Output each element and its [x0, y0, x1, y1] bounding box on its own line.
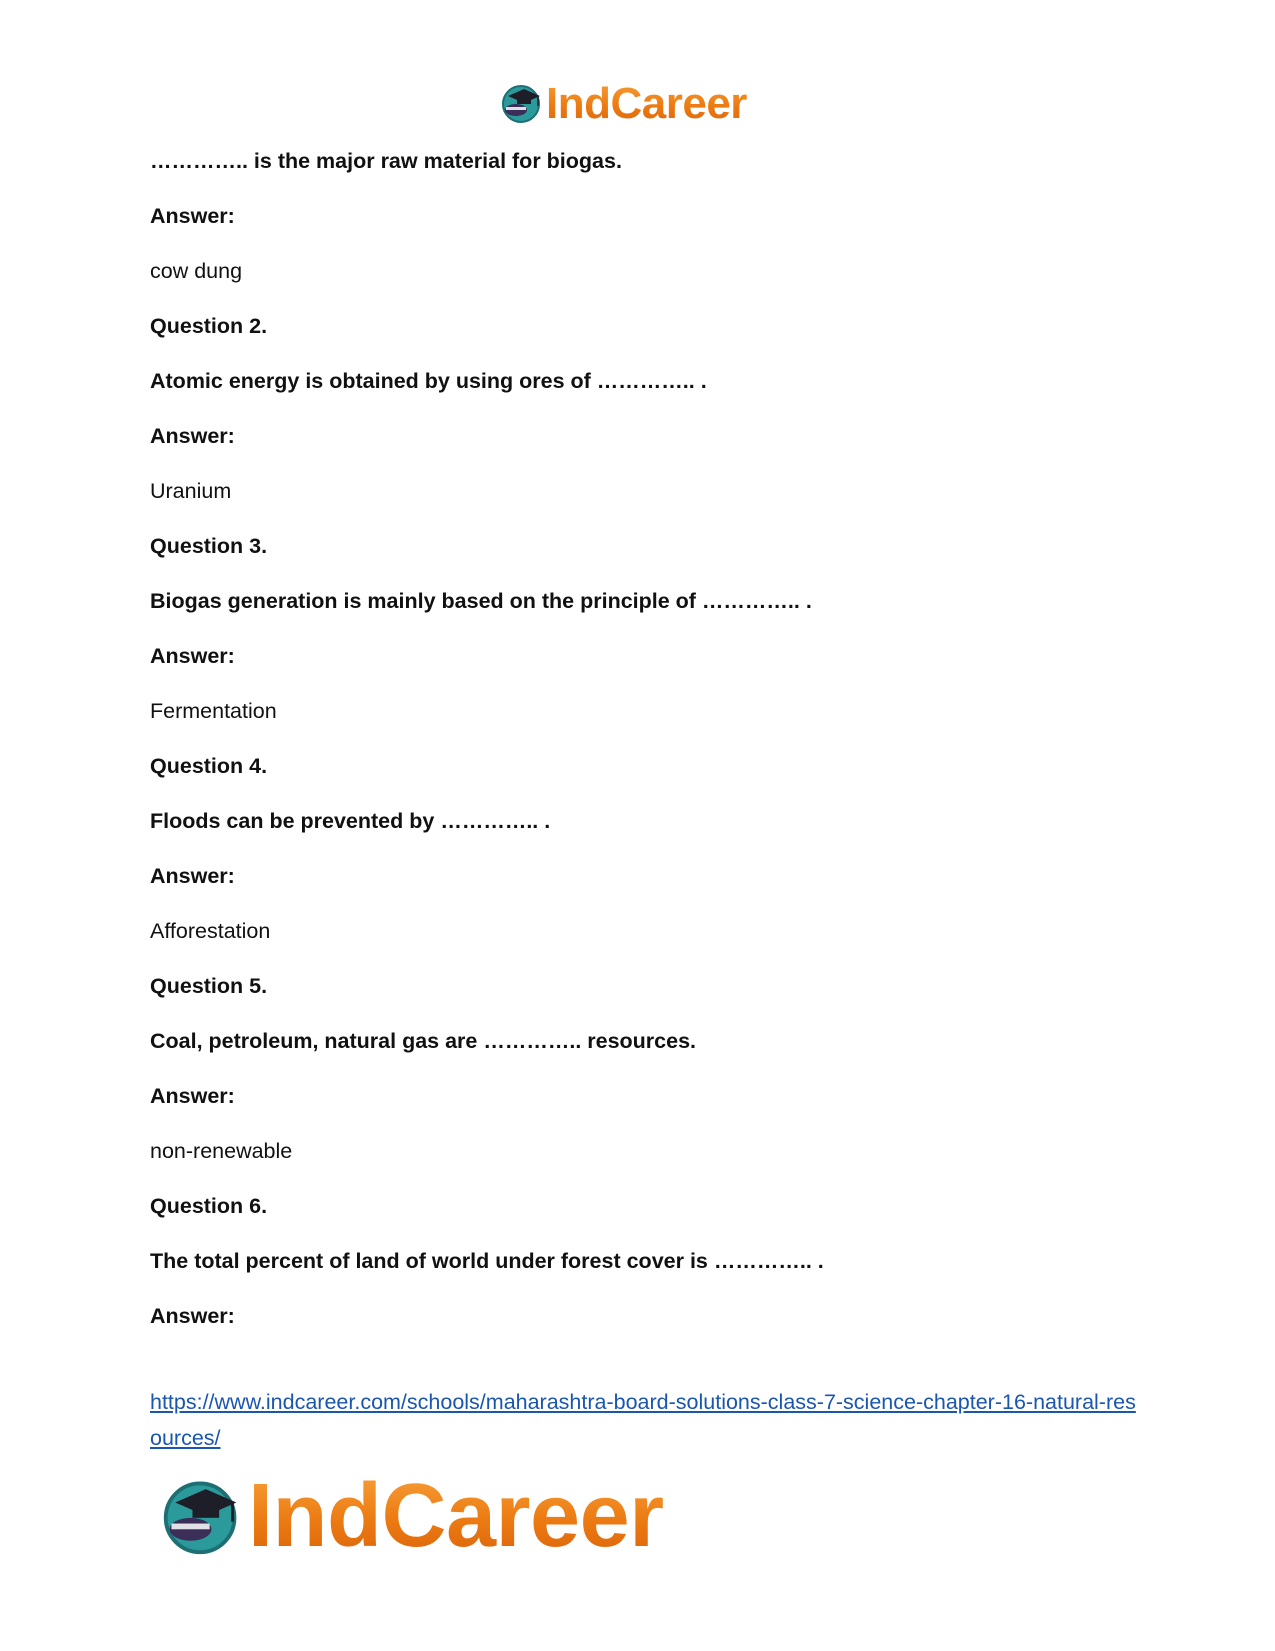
question-text: Floods can be prevented by ………….. . [150, 809, 551, 833]
answer-label: Answer: [150, 1084, 235, 1108]
header-logo [500, 78, 747, 130]
answer-label: Answer: [150, 204, 235, 228]
question-number: Question 6. [150, 1194, 268, 1218]
answer-text: non-renewable [150, 1139, 293, 1163]
question-text: Biogas generation is mainly based on the principle of ………….. . [150, 589, 812, 613]
answer-text: Afforestation [150, 919, 271, 943]
question-number: Question 3. [150, 534, 268, 558]
answer-label: Answer: [150, 644, 235, 668]
question-number: Question 5. [150, 974, 268, 998]
answer-text: Uranium [150, 479, 232, 503]
question-number: Question 4. [150, 754, 268, 778]
logo-wordmark: IndCareer [546, 79, 747, 128]
question-text: Atomic energy is obtained by using ores of ………….. . [150, 369, 707, 393]
question-text: The total percent of land of world under forest cover is ………….. . [150, 1249, 824, 1273]
answer-label: Answer: [150, 1304, 235, 1328]
question-text: Coal, petroleum, natural gas are ………….. resources. [150, 1029, 697, 1053]
question-number: Question 2. [150, 314, 268, 338]
question-text: ………….. is the major raw material for biogas. [150, 149, 622, 173]
source-link[interactable]: https://www.indcareer.com/schools/maharashtra-board-solutions-class-7-science-chapter-16-natural-resources/ [150, 1390, 1136, 1450]
answer-label: Answer: [150, 864, 235, 888]
answer-label: Answer: [150, 424, 235, 448]
graduation-cap-globe-icon [160, 1472, 244, 1561]
answer-text: Fermentation [150, 699, 277, 723]
logo-wordmark: IndCareer [248, 1466, 664, 1566]
footer-logo [160, 1468, 664, 1564]
graduation-cap-globe-icon [500, 80, 544, 129]
answer-text: cow dung [150, 259, 243, 283]
qa-content [150, 146, 1130, 1356]
